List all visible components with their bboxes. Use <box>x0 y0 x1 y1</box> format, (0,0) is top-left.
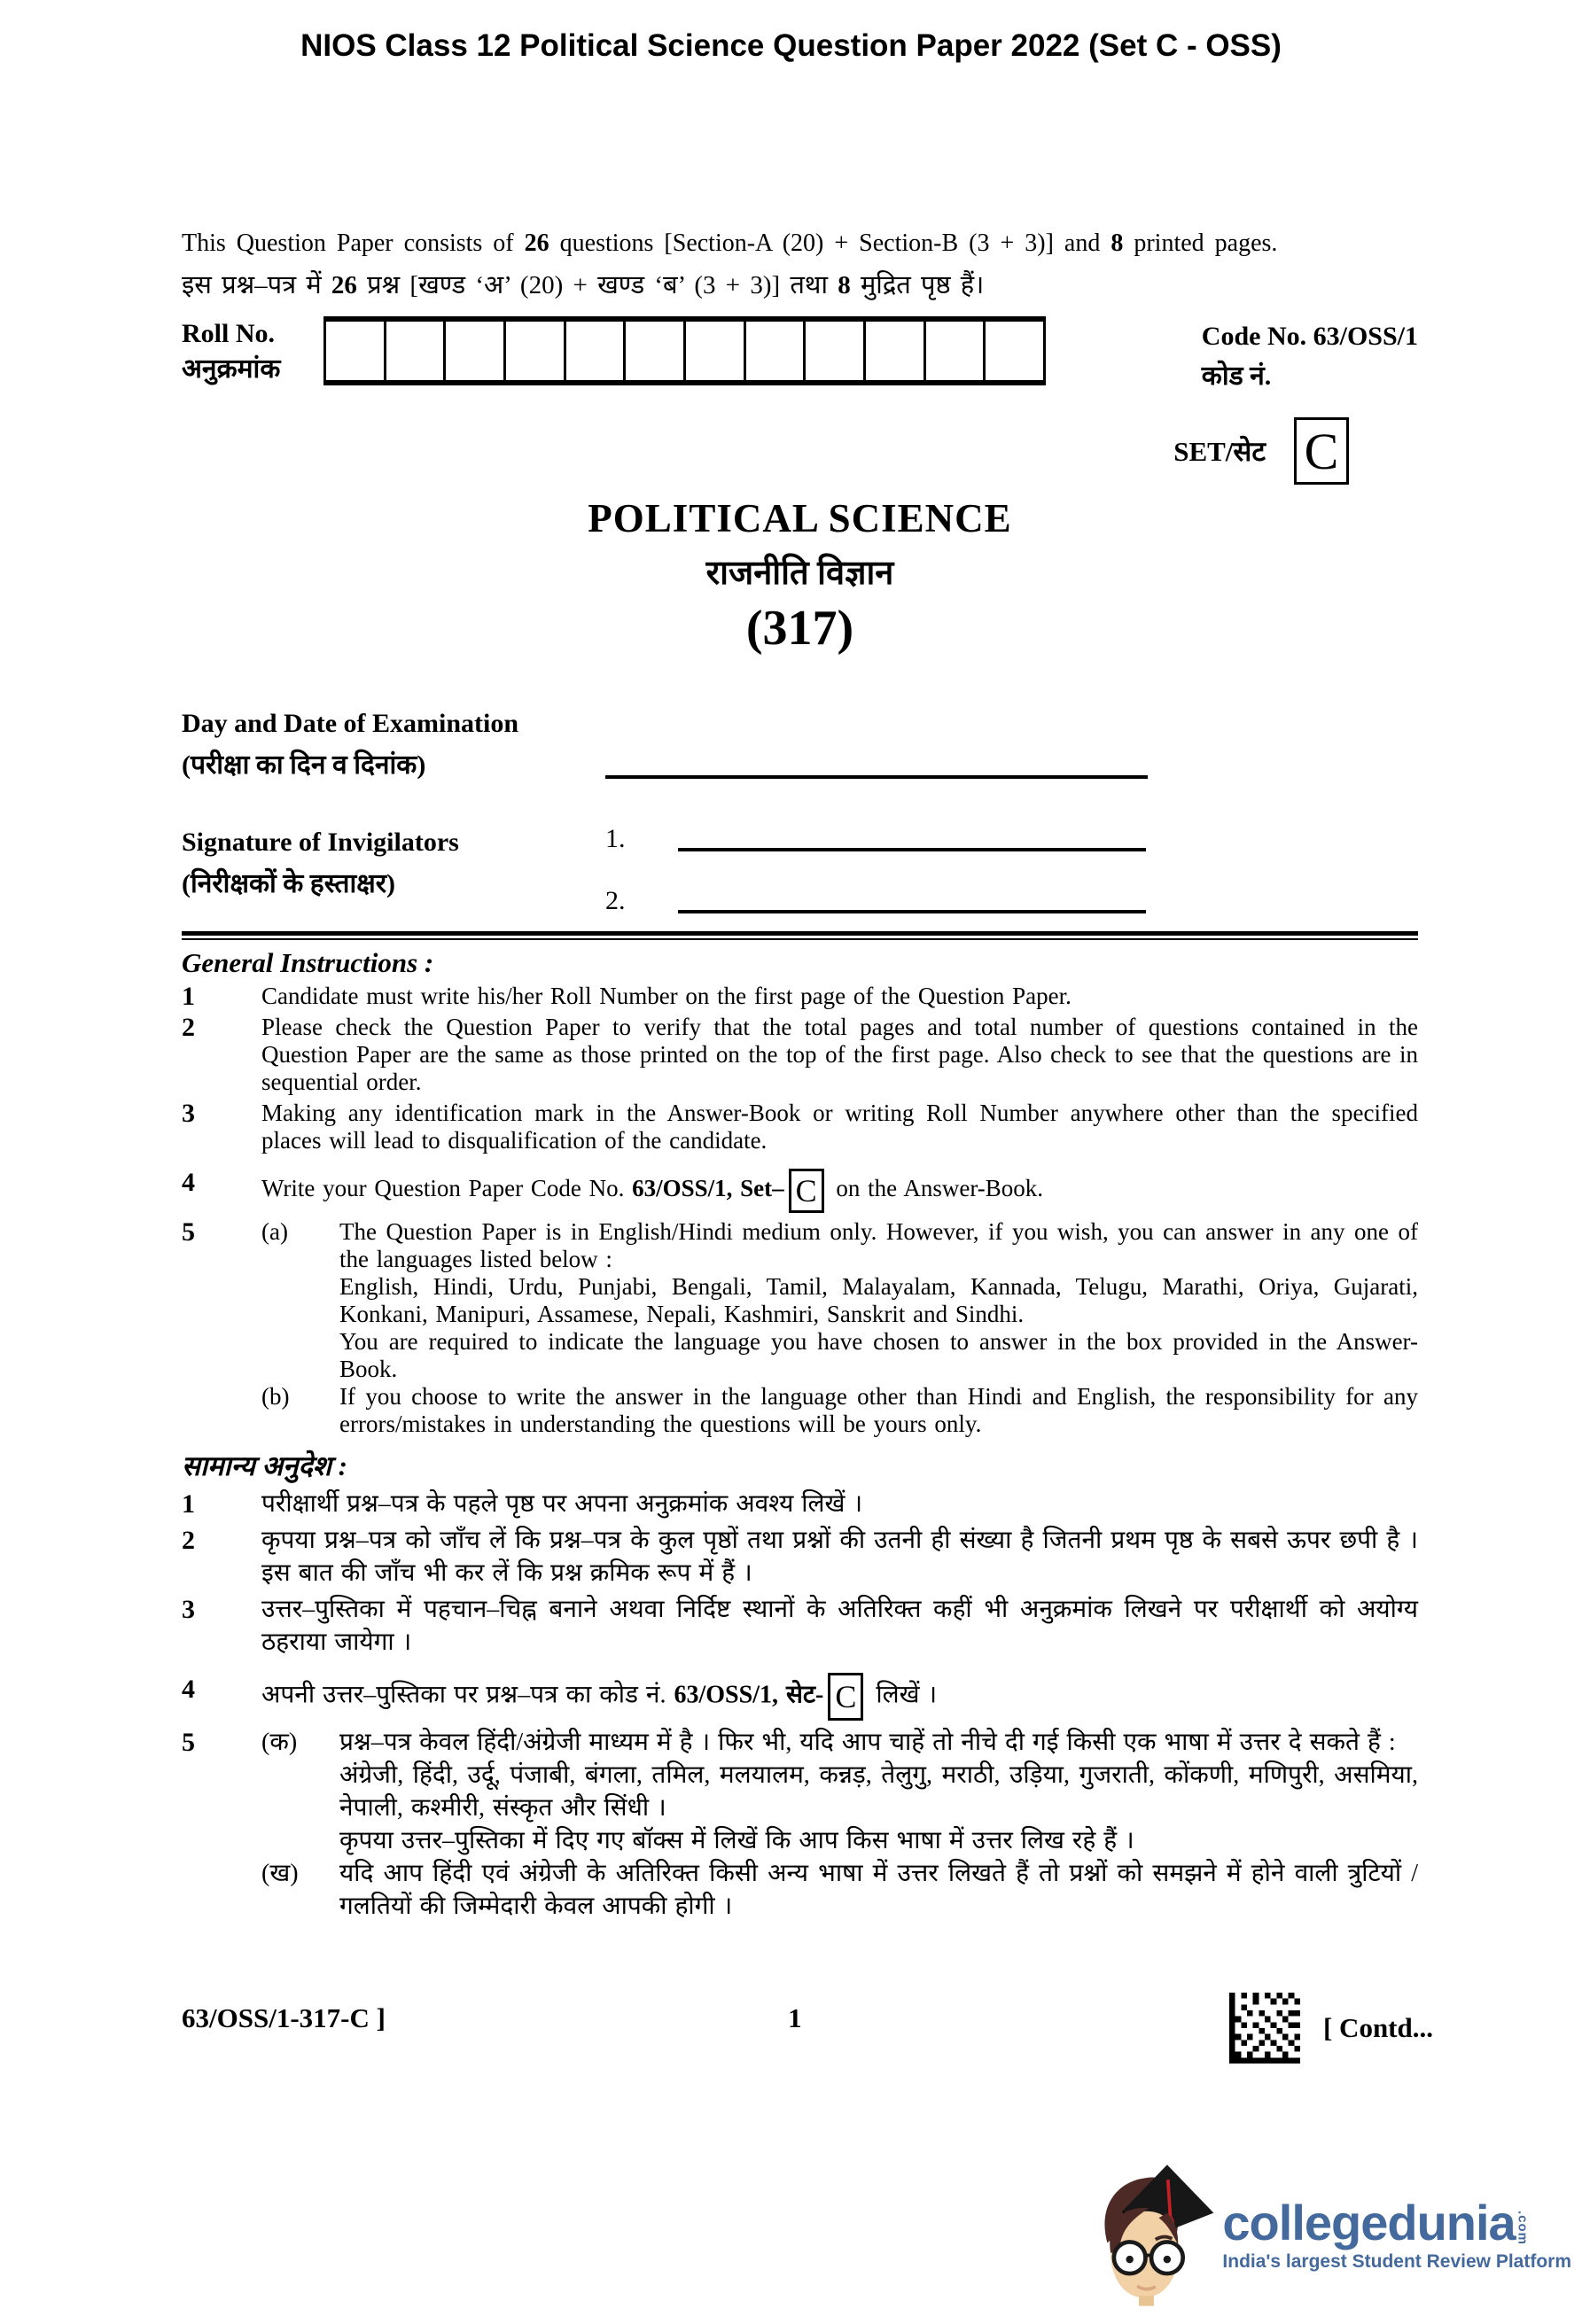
paper-code-footer: 63/OSS/1-317-C ] <box>182 2002 386 2033</box>
exam-date-label-english: Day and Date of Examination <box>182 709 519 738</box>
general-instructions-hindi <box>182 1488 1418 1923</box>
collegedunia-mascot-icon <box>1086 2158 1219 2311</box>
instruction-number: 1 <box>182 982 195 1011</box>
logo-tagline: India's largest Student Review Platform <box>1222 2251 1571 2272</box>
signature-blank-line-1 <box>678 848 1146 851</box>
instruction-item <box>182 1524 1418 1589</box>
exam-date-blank-line <box>605 775 1148 779</box>
general-instructions-heading-english: General Instructions : <box>182 947 434 978</box>
instruction-4-code: 63/OSS/1, सेट- <box>674 1681 824 1709</box>
sub-item-ka <box>261 1726 1418 1857</box>
sub-a-paragraph-3: You are required to indicate the language you have chosen to answer in the box provided in the Answer-Book. <box>339 1328 1418 1382</box>
instruction-number: 5 <box>182 1217 195 1247</box>
logo-name-row <box>1222 2196 1571 2250</box>
paper-body <box>182 223 1418 1923</box>
roll-digit-cell <box>566 322 627 380</box>
datamatrix-barcode-icon <box>1229 1990 1300 2066</box>
code-number-block <box>1202 316 1418 396</box>
set-section <box>182 417 1418 485</box>
roll-digit-cell <box>506 322 566 380</box>
instruction-text: Candidate must write his/her Roll Number on the first page of the Question Paper. <box>261 983 1072 1009</box>
instruction-item <box>182 1488 1418 1520</box>
instruction-item <box>182 1014 1418 1096</box>
sub-item-text <box>339 1218 1418 1383</box>
instruction-5-body <box>261 1218 1418 1438</box>
page-number: 1 <box>788 2002 802 2033</box>
general-instructions-english <box>182 983 1418 1438</box>
roll-label-hindi: अनुक्रमांक <box>182 354 281 384</box>
sub-item-text: If you choose to write the answer in the language other than Hindi and English, the responsibility for any errors/mistakes in understanding the questions will be yours only. <box>339 1383 1418 1437</box>
roll-number-section <box>182 316 1418 396</box>
instruction-text: Please check the Question Paper to verify that the total pages and total number of questions contained in the Question Paper are the same as those printed on the top of the first page. Also check to see that the questions are in sequential order. <box>261 1014 1418 1095</box>
sub-item-a <box>261 1218 1418 1383</box>
instruction-text: परीक्षार्थी प्रश्न–पत्र के पहले पृष्ठ पर अपना अनुक्रमांक अवश्य लिखें । <box>261 1490 863 1518</box>
intro-paragraph <box>182 223 1418 307</box>
sub-item-text: यदि आप हिंदी एवं अंग्रेजी के अतिरिक्त किसी अन्य भाषा में उत्तर लिखते हैं तो प्रश्नों को समझने में होने वाली त्रुटियों / गलतियों की जिम्मेदारी केवल आपकी होगी । <box>339 1860 1418 1920</box>
collegedunia-logo <box>1086 2158 1571 2311</box>
signature-label-english: Signature of Invigilators <box>182 828 459 857</box>
exam-date-labels <box>182 703 605 786</box>
instruction-4-post: लिखें । <box>868 1681 938 1709</box>
roll-digit-cell <box>806 322 866 380</box>
code-number-english: Code No. 63/OSS/1 <box>1201 322 1418 351</box>
sub-item-label: (ख) <box>261 1860 299 1887</box>
sub-ka-languages-list: अंग्रेजी, हिंदी, उर्दू, पंजाबी, बंगला, तमिल, मलयालम, कन्नड़, तेलुगु, मराठी, उड़िया, गुजराती, कोंकणी, मणिपुरी, असमिया, नेपाली, कश्मीरी, संस्कृत और सिंधी । <box>339 1761 1418 1822</box>
intro-en-text: questions [Section-A (20) + Section-B (3 + 3)] and <box>549 229 1111 257</box>
exam-info-section <box>182 703 1418 919</box>
signature-number-1: 1. <box>605 824 626 853</box>
intro-en-pages-count: 8 <box>1111 229 1124 257</box>
instruction-item <box>182 1673 1418 1721</box>
logo-tld: .com <box>1515 2211 1531 2246</box>
exam-date-row <box>182 703 1418 786</box>
roll-digit-cell <box>866 322 926 380</box>
instruction-number: 4 <box>182 1168 195 1197</box>
instruction-number: 4 <box>182 1675 195 1704</box>
subject-title-english: POLITICAL SCIENCE <box>588 496 1012 540</box>
continued-label: [ Contd... <box>1322 2012 1433 2043</box>
subject-code: (317) <box>745 601 854 656</box>
intro-line-english <box>182 223 1418 264</box>
instruction-text: कृपया प्रश्न–पत्र को जाँच लें कि प्रश्न–पत्र के कुल पृष्ठों तथा प्रश्नों की उतनी ही संख्या है जितनी प्रथम पृष्ठ के सबसे ऊपर छपी है । इस बात की जाँच भी कर लें कि प्रश्न क्रमिक रूप में हैं । <box>261 1527 1418 1587</box>
instruction-4-pre: अपनी उत्तर–पुस्तिका पर प्रश्न–पत्र का कोड नं. <box>261 1681 674 1709</box>
intro-hi-text: प्रश्न [खण्ड ‘अ’ (20) + खण्ड ‘ब’ (3 + 3)] तथा <box>356 271 838 299</box>
instruction-text: Making any identification mark in the Answer-Book or writing Roll Number anywhere other than the specified places will lead to disqualification of the candidate. <box>261 1100 1418 1154</box>
instruction-item <box>182 1726 1418 1923</box>
instruction-item <box>182 983 1418 1010</box>
set-letter-box: C <box>828 1673 863 1721</box>
roll-digit-cell <box>326 322 386 380</box>
roll-digit-cell <box>746 322 807 380</box>
set-value-box: C <box>1294 417 1349 485</box>
instruction-4-code: 63/OSS/1, Set– <box>632 1175 784 1202</box>
sub-a-paragraph-1: The Question Paper is in English/Hindi medium only. However, if you wish, you can answer in any one of the languages listed below : <box>339 1218 1418 1272</box>
instruction-item <box>182 1593 1418 1659</box>
signature-blank-line-2 <box>678 910 1146 913</box>
sub-item-label: (b) <box>261 1383 290 1410</box>
roll-label-english: Roll No. <box>182 319 275 348</box>
intro-hi-questions-count: 26 <box>331 271 357 299</box>
collegedunia-logo-text <box>1222 2196 1571 2273</box>
page-title: NIOS Class 12 Political Science Question Paper 2022 (Set C - OSS) <box>300 28 1282 63</box>
general-instructions-heading-hindi: सामान्य अनुदेश : <box>182 1450 347 1481</box>
signature-label-hindi: (निरीक्षकों के हस्ताक्षर) <box>182 869 396 898</box>
instruction-4-post: on the Answer-Book. <box>828 1175 1044 1202</box>
roll-digit-cell <box>986 322 1046 380</box>
set-letter-box: C <box>789 1169 824 1213</box>
instruction-item <box>182 1218 1418 1438</box>
instruction-item <box>182 1169 1418 1213</box>
instruction-text <box>261 1673 1418 1721</box>
sub-a-languages-list: English, Hindi, Urdu, Punjabi, Bengali, Tamil, Malayalam, Kannada, Telugu, Marathi, Oriya, Gujarati, Konkani, Manipuri, Assamese, Nepali, Kashmiri, Sanskrit and Sindhi. <box>339 1273 1418 1327</box>
roll-digit-cell <box>386 322 447 380</box>
intro-hi-pages-count: 8 <box>838 271 851 299</box>
set-label: SET/सेट <box>1173 436 1266 467</box>
footer-right-group <box>1229 1990 1433 2066</box>
signature-line-2-row <box>605 883 1418 919</box>
intro-en-text: This Question Paper consists of <box>182 229 525 257</box>
signature-line-1-row <box>605 821 1418 857</box>
roll-digit-cell <box>626 322 686 380</box>
roll-digit-cell <box>926 322 986 380</box>
instruction-number: 3 <box>182 1099 195 1128</box>
instruction-text <box>261 1169 1418 1213</box>
instruction-number: 3 <box>182 1595 195 1624</box>
intro-en-questions-count: 26 <box>524 229 549 257</box>
intro-hi-text: मुद्रित पृष्ठ हैं। <box>850 271 985 299</box>
intro-line-hindi <box>182 264 1418 307</box>
instruction-4-pre: Write your Question Paper Code No. <box>261 1175 633 1202</box>
signature-number-2: 2. <box>605 886 626 915</box>
sub-item-kha <box>261 1857 1418 1923</box>
instruction-number: 1 <box>182 1489 195 1519</box>
roll-number-grid <box>323 316 1046 385</box>
roll-digit-cell <box>686 322 746 380</box>
subject-title-hindi: राजनीति विज्ञान <box>705 555 894 592</box>
exam-date-label-hindi: (परीक्षा का दिन व दिनांक) <box>182 750 426 780</box>
sub-ka-paragraph-1: प्रश्न–पत्र केवल हिंदी/अंग्रेजी माध्यम में है । फिर भी, यदि आप चाहें तो नीचे दी गई किसी एक भाषा में उत्तर दे सकते हैं : <box>339 1729 1396 1756</box>
sub-item-text <box>339 1726 1418 1857</box>
signature-labels <box>182 821 605 919</box>
instruction-number: 2 <box>182 1013 195 1042</box>
sub-item-label: (क) <box>261 1729 298 1756</box>
sub-item-b <box>261 1383 1418 1438</box>
sub-ka-paragraph-3: कृपया उत्तर–पुस्तिका में दिए गए बॉक्स में लिखें कि आप किस भाषा में उत्तर लिख रहे हैं । <box>339 1827 1134 1854</box>
intro-en-text: printed pages. <box>1123 229 1278 257</box>
instruction-5-body <box>261 1726 1418 1923</box>
instruction-number: 2 <box>182 1526 195 1555</box>
intro-hi-text: इस प्रश्न–पत्र में <box>182 271 331 299</box>
instruction-number: 5 <box>182 1728 195 1757</box>
instruction-item <box>182 1100 1418 1154</box>
subject-title-block <box>182 495 1418 657</box>
logo-wordmark: collegedunia <box>1222 2195 1516 2250</box>
section-divider-rule <box>182 931 1418 940</box>
roll-digit-cell <box>446 322 506 380</box>
roll-number-label <box>182 316 323 396</box>
sub-item-label: (a) <box>261 1218 288 1245</box>
invigilator-signature-row <box>182 821 1418 919</box>
code-number-hindi: कोड नं. <box>1201 361 1272 391</box>
signature-lines <box>605 821 1418 919</box>
instruction-text: उत्तर–पुस्तिका में पहचान–चिह्न बनाने अथवा निर्दिष्ट स्थानों के अतिरिक्त कहीं भी अनुक्रमांक लिखने पर परीक्षार्थी को अयोग्य ठहराया जायेगा । <box>261 1596 1418 1656</box>
